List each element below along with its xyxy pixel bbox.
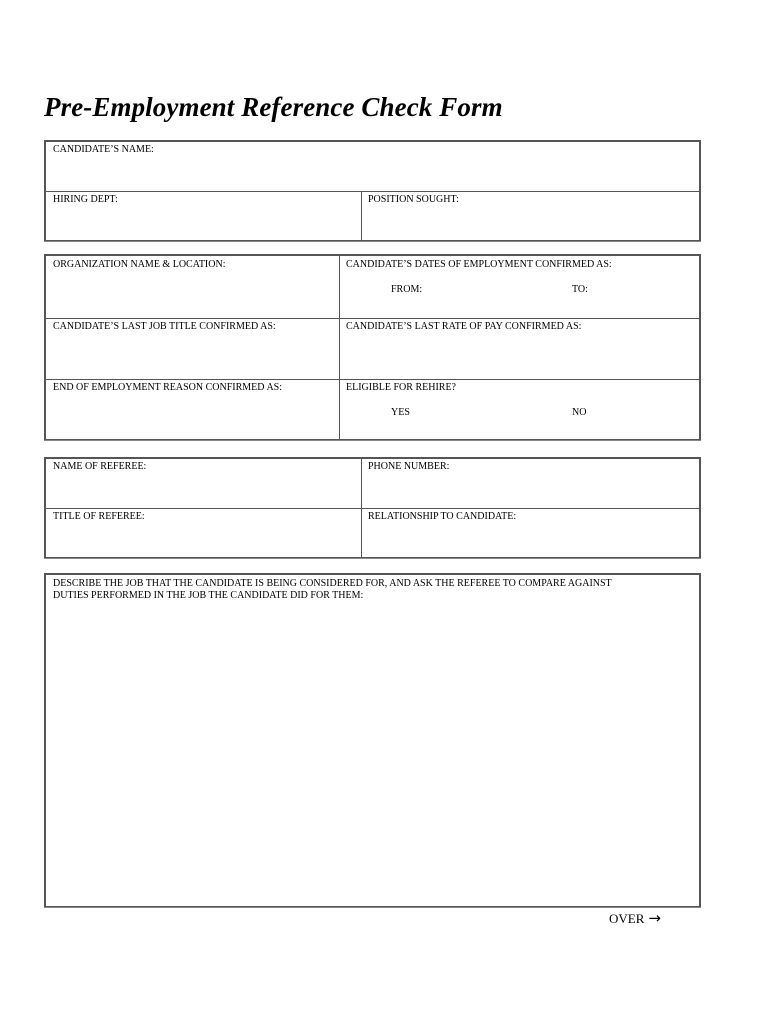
- organization-field[interactable]: [46, 256, 339, 318]
- from-label: FROM:: [391, 284, 423, 295]
- hiring-dept-label: HIRING DEPT:: [53, 194, 118, 205]
- referee-name-label: NAME OF REFEREE:: [53, 461, 147, 472]
- end-reason-field[interactable]: [46, 380, 339, 439]
- rehire-no-option[interactable]: NO: [572, 407, 587, 418]
- last-job-title-field[interactable]: [46, 319, 339, 379]
- describe-job-label-line2: DUTIES PERFORMED IN THE JOB THE CANDIDATE DID FOR THEM:: [53, 590, 364, 601]
- position-sought-label: POSITION SOUGHT:: [368, 194, 459, 205]
- relationship-label: RELATIONSHIP TO CANDIDATE:: [368, 511, 517, 522]
- referee-title-field[interactable]: [46, 509, 361, 557]
- from-date-field[interactable]: [426, 278, 566, 300]
- hiring-dept-field[interactable]: [46, 192, 361, 240]
- organization-label: ORGANIZATION NAME & LOCATION:: [53, 259, 226, 270]
- employment-confirmation-box: [44, 254, 701, 441]
- right-arrow-icon: →: [648, 909, 661, 927]
- end-reason-label: END OF EMPLOYMENT REASON CONFIRMED AS:: [53, 382, 283, 393]
- phone-number-label: PHONE NUMBER:: [368, 461, 450, 472]
- job-description-box: [44, 573, 701, 908]
- candidate-info-box: [44, 140, 701, 242]
- job-description-field[interactable]: [46, 605, 699, 906]
- candidate-name-label: CANDIDATE’S NAME:: [53, 144, 154, 155]
- rehire-yes-option[interactable]: YES: [391, 407, 410, 418]
- over-label: OVER: [609, 911, 645, 926]
- last-rate-pay-field[interactable]: [340, 319, 699, 379]
- candidate-name-field[interactable]: [46, 142, 699, 191]
- relationship-field[interactable]: [362, 509, 699, 557]
- to-date-field[interactable]: [591, 278, 696, 300]
- referee-info-box: [44, 457, 701, 559]
- form-title: Pre-Employment Reference Check Form: [44, 92, 503, 122]
- over-indicator: [609, 909, 661, 927]
- describe-job-label-line1: DESCRIBE THE JOB THAT THE CANDIDATE IS BEING CONSIDERED FOR, AND ASK THE REFEREE TO COMPARE AGAINST: [53, 578, 612, 589]
- to-label: TO:: [572, 284, 588, 295]
- phone-number-field[interactable]: [362, 459, 699, 508]
- dates-confirmed-label: CANDIDATE’S DATES OF EMPLOYMENT CONFIRMED AS:: [346, 259, 612, 270]
- eligible-rehire-label: ELIGIBLE FOR REHIRE?: [346, 382, 456, 393]
- referee-title-label: TITLE OF REFEREE:: [53, 511, 145, 522]
- position-sought-field[interactable]: [362, 192, 699, 240]
- referee-name-field[interactable]: [46, 459, 361, 508]
- last-job-title-label: CANDIDATE’S LAST JOB TITLE CONFIRMED AS:: [53, 321, 276, 332]
- last-rate-pay-label: CANDIDATE’S LAST RATE OF PAY CONFIRMED AS:: [346, 321, 582, 332]
